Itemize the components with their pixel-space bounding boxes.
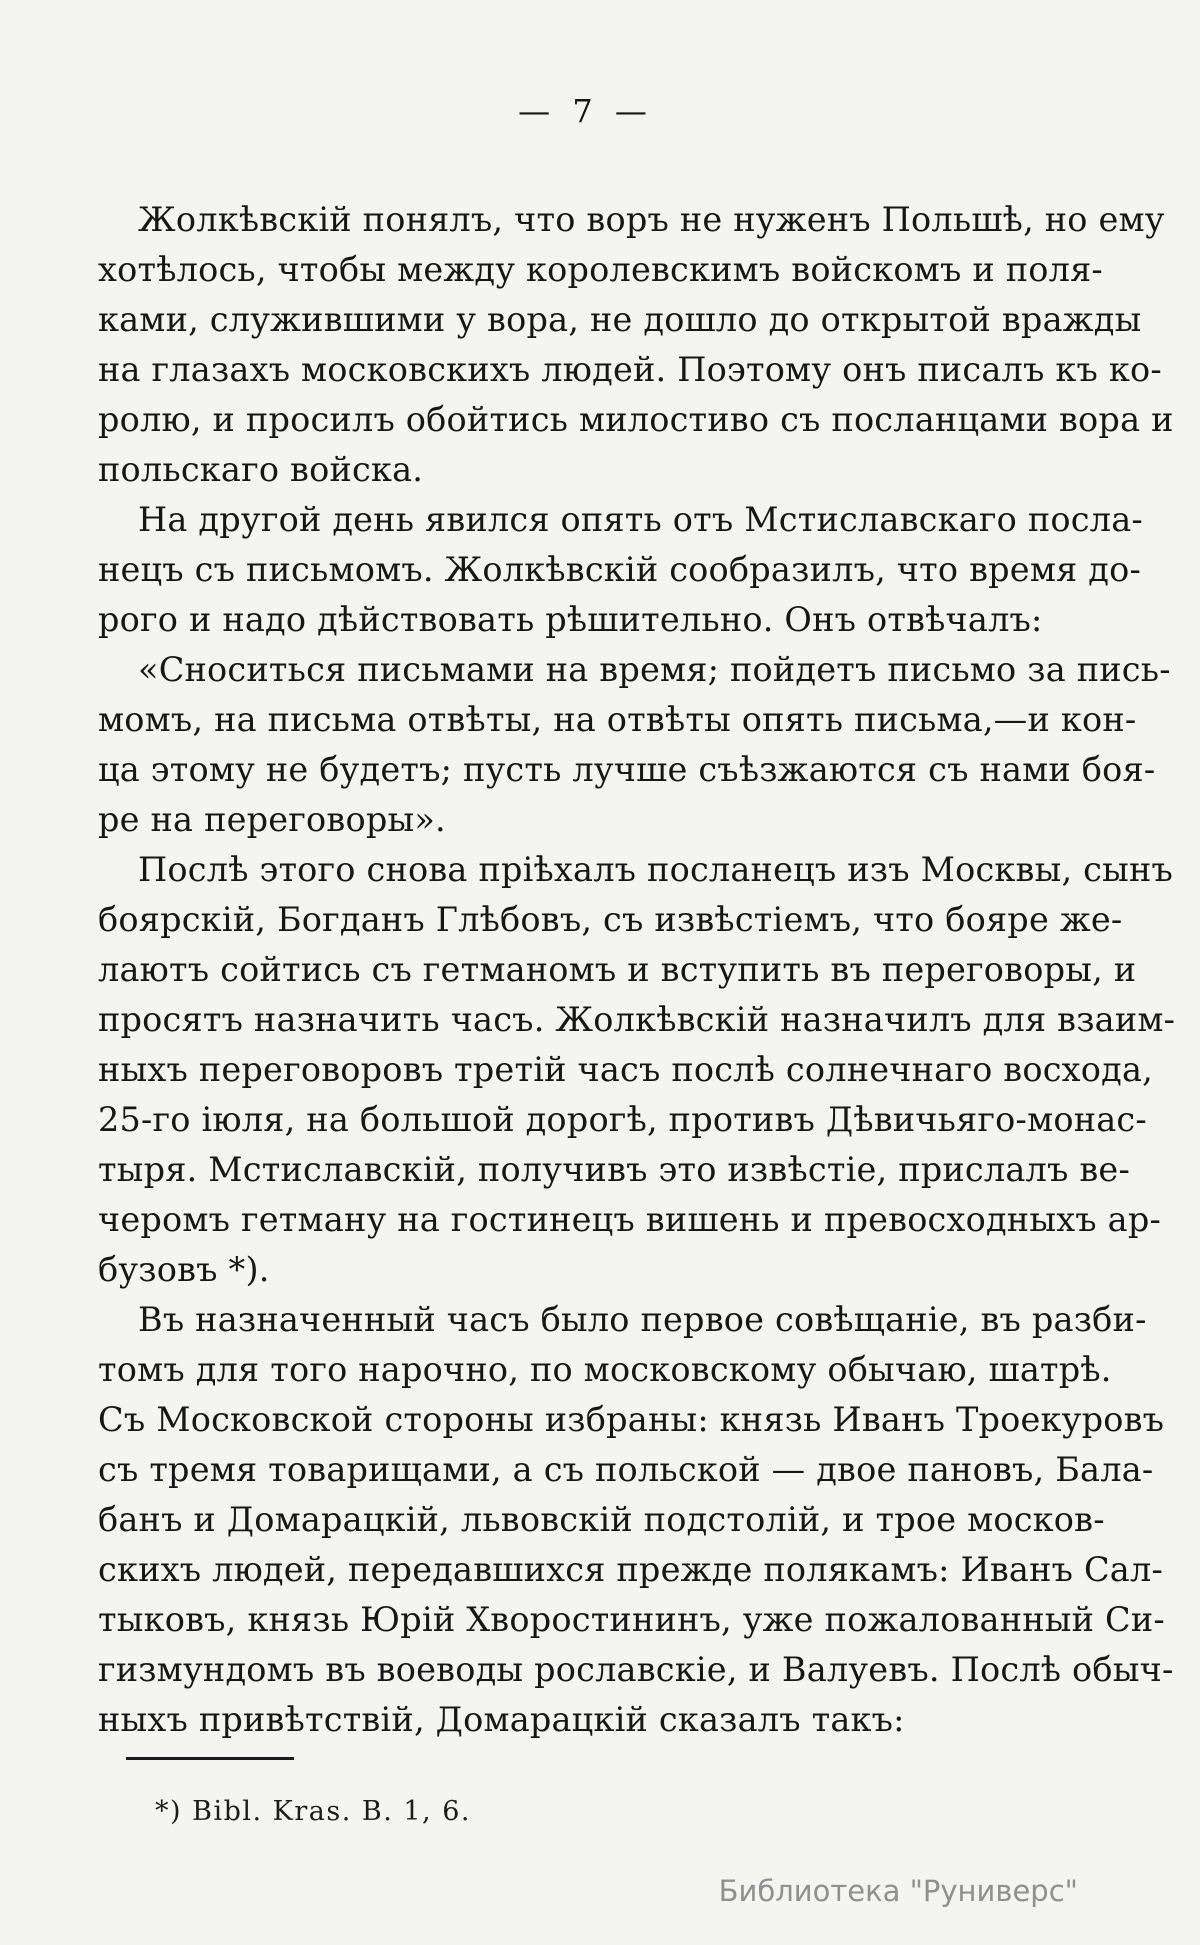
footnote-text: *) Bibl. Kras. B. 1, 6. xyxy=(155,1796,471,1827)
text-line: Съ Московской стороны избраны: князь Иванъ Троекуровъ xyxy=(98,1400,1165,1439)
text-line: нецъ съ письмомъ. Жолкѣвскій сообразилъ, что время до- xyxy=(98,550,1141,589)
text-line: томъ для того нарочно, по московскому обычаю, шатрѣ. xyxy=(98,1350,1112,1389)
text-line: бузовъ *). xyxy=(98,1250,270,1289)
text-line: боярскій, Богданъ Глѣбовъ, съ извѣстіемъ, что бояре же- xyxy=(98,900,1123,939)
text-line: Послѣ этого снова пріѣхалъ посланецъ изъ Москвы, сынъ xyxy=(138,850,1174,889)
text-line: «Сноситься письмами на время; пойдетъ письмо за пись- xyxy=(138,650,1171,689)
text-line: черомъ гетману на гостинецъ вишень и превосходныхъ ар- xyxy=(98,1200,1161,1239)
text-line: польскаго войска. xyxy=(98,450,424,489)
text-line: На другой день явился опять отъ Мстиславскаго посла- xyxy=(138,500,1143,539)
body-text xyxy=(98,195,1176,1745)
text-line: съ тремя товарищами, а съ польской — двое пановъ, Бала- xyxy=(98,1450,1154,1489)
text-line: на глазахъ московскихъ людей. Поэтому онъ писалъ къ ко- xyxy=(98,350,1162,389)
text-line: скихъ людей, передавшихся прежде полякамъ: Иванъ Сал- xyxy=(98,1550,1163,1589)
text-line: Въ назначенный часъ было первое совѣщаніе, въ разби- xyxy=(138,1300,1147,1339)
library-watermark: Библиотека "Руниверс" xyxy=(718,1874,1078,1908)
text-line: Жолкѣвскій понялъ, что воръ не нуженъ Польшѣ, но ему xyxy=(138,200,1165,239)
text-line: рого и надо дѣйствовать рѣшительно. Онъ отвѣчалъ: xyxy=(98,600,1043,639)
text-line: момъ, на письма отвѣты, на отвѣты опять письма,—и кон- xyxy=(98,700,1137,739)
text-line: ца этому не будетъ; пусть лучше съѣзжаются съ нами боя- xyxy=(98,750,1156,789)
text-line: хотѣлось, чтобы между королевскимъ войскомъ и поля- xyxy=(98,250,1103,289)
footnote-divider xyxy=(126,1757,294,1760)
text-line: ками, служившими у вора, не дошло до открытой вражды xyxy=(98,300,1142,339)
text-line: 25-го іюля, на большой дорогѣ, противъ Дѣвичьяго-монас- xyxy=(98,1100,1147,1139)
text-line: лаютъ сойтись съ гетманомъ и вступить въ переговоры, и xyxy=(98,950,1137,989)
text-line: тыря. Мстиславскій, получивъ это извѣстіе, прислалъ ве- xyxy=(98,1150,1130,1189)
text-line: банъ и Домарацкій, львовскій подстолій, и трое москов- xyxy=(98,1500,1105,1539)
page-number: — 7 — xyxy=(518,92,653,130)
text-line: просятъ назначить часъ. Жолкѣвскій назначилъ для взаим- xyxy=(98,1000,1176,1039)
text-line: ныхъ привѣтствій, Домарацкій сказалъ такъ: xyxy=(98,1700,905,1739)
text-line: ре на переговоры». xyxy=(98,800,446,839)
text-line: гизмундомъ въ воеводы рославскіе, и Валуевъ. Послѣ обыч- xyxy=(98,1650,1174,1689)
text-line: ролю, и просилъ обойтись милостиво съ посланцами вора и xyxy=(98,400,1174,439)
text-line: тыковъ, князь Юрій Хворостининъ, уже пожалованный Си- xyxy=(98,1600,1165,1639)
text-line: ныхъ переговоровъ третій часъ послѣ солнечнаго восхода, xyxy=(98,1050,1153,1089)
